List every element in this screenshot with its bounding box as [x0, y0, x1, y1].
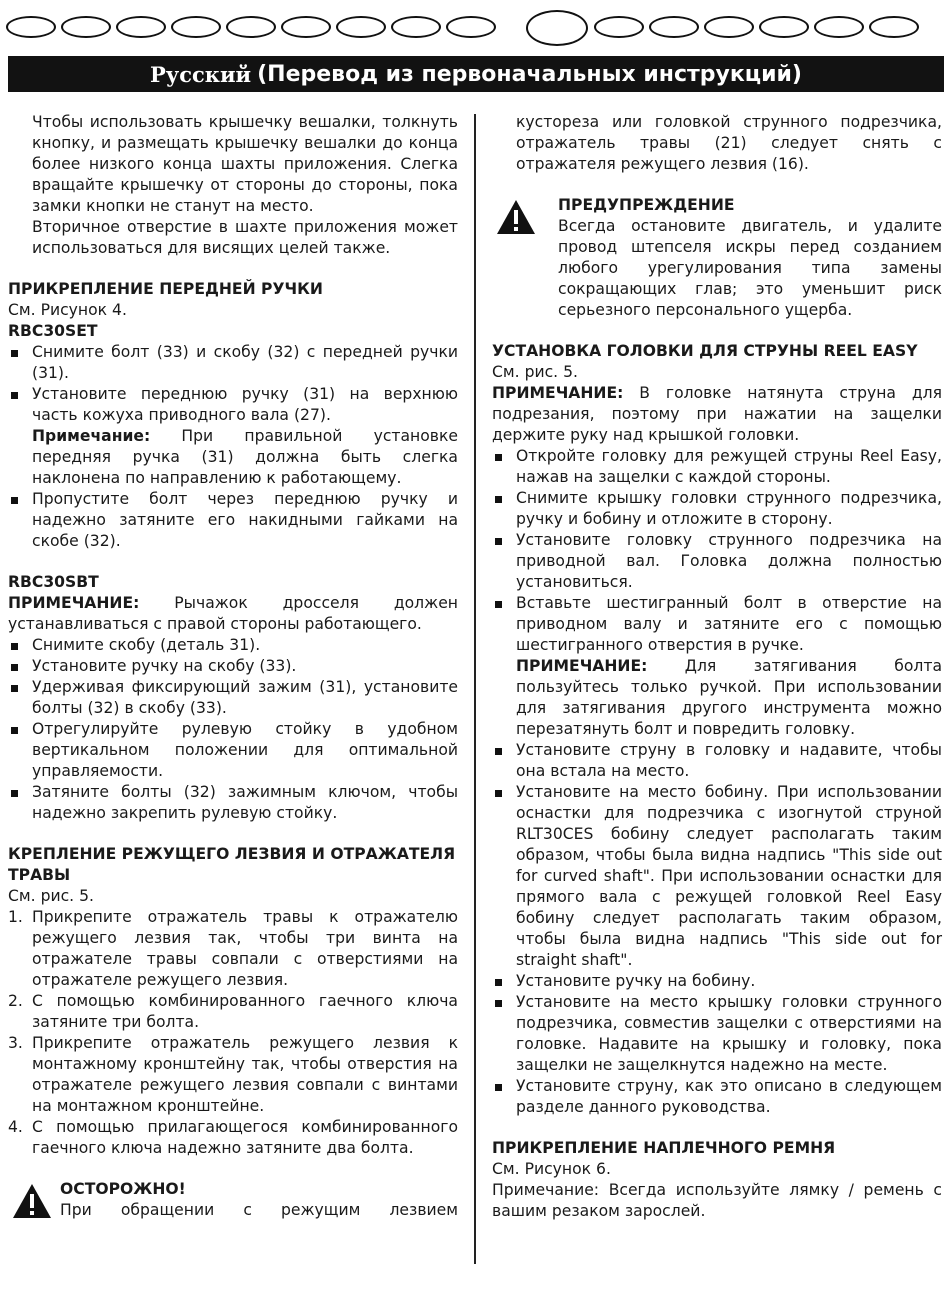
- figure-reference: См. рис. 5.: [8, 887, 94, 905]
- bullet-icon: [495, 979, 502, 986]
- page-oval: [704, 16, 754, 38]
- list-item: Установите струну в головку и надавите, чтобы она встала на место.: [492, 740, 942, 782]
- warning-text: Всегда остановите двигатель, и удалите провод штепселя искры перед созданием любого урегулирования типа замены сокращающих глав; это уменьшит риск серьезного персонального ущерба.: [558, 217, 942, 319]
- bullet-icon: [495, 748, 502, 755]
- list-item: Откройте головку для режущей струны Reel Easy, нажав на защелки с каждой стороны.: [492, 446, 942, 488]
- bullet-icon: [11, 350, 18, 357]
- bullet-icon: [11, 392, 18, 399]
- bullet-icon: [11, 685, 18, 692]
- bullet-icon: [11, 727, 18, 734]
- list-item: 2. С помощью комбинированного гаечного ключа затяните три болта.: [8, 992, 458, 1031]
- page-oval: [281, 16, 331, 38]
- page-oval: [594, 16, 644, 38]
- column-divider: [474, 114, 476, 1264]
- bullet-icon: [495, 1000, 502, 1007]
- intro-paragraph-2: Вторичное отверстие в шахте приложения может использоваться для висящих целей также.: [32, 218, 458, 257]
- page-oval: [6, 16, 56, 38]
- list-item: Установите ручку на скобу (33).: [8, 656, 458, 677]
- page-oval: [171, 16, 221, 38]
- list-item: Снимите крышку головки струнного подрезчика, ручку и бобину и отложите в сторону.: [492, 488, 942, 530]
- bullet-icon: [11, 664, 18, 671]
- banner-language: Русский: [150, 61, 252, 87]
- section-title-shoulder-strap: ПРИКРЕПЛЕНИЕ НАПЛЕЧНОГО РЕМНЯ: [492, 1139, 836, 1157]
- warning-triangle-icon: [12, 1183, 52, 1219]
- page-oval: [391, 16, 441, 38]
- page-oval: [336, 16, 386, 38]
- bullet-icon: [11, 643, 18, 650]
- left-column: [8, 112, 458, 1221]
- front-handle-steps: [8, 342, 458, 552]
- page-oval: [61, 16, 111, 38]
- list-item: Установите на место бобину. При использовании оснастки для подрезчика с изогнутой струной RLT30CES бобину следует располагать таким образом, чтобы была видна надпись "This side out for curved shaft". При использовании оснастки для прямого вала с режущей головкой Reel Easy бобину следует располагать таким образом, чтобы была видна надпись "This side out for straight shaft".: [492, 782, 942, 971]
- page-oval: [869, 16, 919, 38]
- list-item: Вставьте шестигранный болт в отверстие на приводном валу и затяните его с помощью шестигранного отверстия в ручке.: [492, 593, 942, 656]
- right-column: [492, 112, 942, 1222]
- caution-text: При обращении с режущим лезвием: [60, 1201, 458, 1219]
- bullet-icon: [495, 601, 502, 608]
- blade-steps: [8, 907, 458, 1159]
- list-item: Удерживая фиксирующий зажим (31), установите болты (32) в скобу (33).: [8, 677, 458, 719]
- list-item: 4. С помощью прилагающегося комбинированного гаечного ключа надежно затяните два болта.: [8, 1118, 458, 1157]
- figure-reference: См. Рисунок 6.: [492, 1160, 611, 1178]
- page-oval: [226, 16, 276, 38]
- list-item: Установите струну, как это описано в следующем разделе данного руководства.: [492, 1076, 942, 1118]
- list-item: 3. Прикрепите отражатель режущего лезвия к монтажному кронштейну так, чтобы отверстия на отражателе режущего лезвия совпали с винтами на монтажном кронштейне.: [8, 1034, 458, 1115]
- intro-paragraph: Чтобы использовать крышечку вешалки, толкнуть кнопку, и размещать крышечку вешалки до конца более низкого конца шахты приложения. Слегка вращайте крышечку от стороны до стороны, пока замки кнопки не станут на место.: [32, 113, 458, 215]
- bullet-icon: [495, 790, 502, 797]
- sbt-steps: [8, 635, 458, 824]
- list-item: Установите головку струнного подрезчика на приводной вал. Головка должна полностью установиться.: [492, 530, 942, 593]
- bullet-icon: [11, 790, 18, 797]
- list-item: 1. Прикрепите отражатель травы к отражателю режущего лезвия так, чтобы три винта на отражателе травы совпали с отверстиями на отражателе режущего лезвия.: [8, 908, 458, 989]
- warning-title: ПРЕДУПРЕЖДЕНИЕ: [558, 196, 735, 214]
- bullet-icon: [495, 496, 502, 503]
- model-label: RBC30SBT: [8, 573, 99, 591]
- list-item: Установите переднюю ручку (31) на верхнюю часть кожуха приводного вала (27).: [8, 384, 458, 426]
- reel-easy-steps: [492, 446, 942, 1118]
- bullet-icon: [495, 454, 502, 461]
- section-title-front-handle: ПРИКРЕПЛЕНИЕ ПЕРЕДНЕЙ РУЧКИ: [8, 280, 323, 298]
- list-item: Отрегулируйте рулевую стойку в удобном вертикальном положении для оптимальной управляемости.: [8, 719, 458, 782]
- warning-triangle-icon: [496, 199, 536, 235]
- model-label: RBC30SET: [8, 322, 98, 340]
- note: Примечание: При правильной установке передняя ручка (31) должна быть слегка наклонена по направлению к работающему.: [32, 427, 458, 487]
- bullet-icon: [11, 497, 18, 504]
- caution-title: ОСТОРОЖНО!: [60, 1180, 186, 1198]
- language-banner: [8, 56, 944, 92]
- page-oval: [759, 16, 809, 38]
- caution-box: [8, 1179, 458, 1221]
- bullet-icon: [495, 538, 502, 545]
- page-oval: [446, 16, 496, 38]
- list-item: Снимите скобу (деталь 31).: [8, 635, 458, 656]
- page-oval: [116, 16, 166, 38]
- note: ПРИМЕЧАНИЕ: Рычажок дросселя должен устанавливаться с правой стороны работающего.: [8, 594, 458, 633]
- list-item: Установите на место крышку головки струнного подрезчика, совместив защелки с отверстиями на головке. Надавите на крышку и головку, пока защелки не защелкнутся надежно на месте.: [492, 992, 942, 1076]
- list-item: Пропустите болт через переднюю ручку и надежно затяните его накидными гайками на скобе (32).: [8, 489, 458, 552]
- list-item: Установите ручку на бобину.: [492, 971, 942, 992]
- figure-reference: См. рис. 5.: [492, 363, 578, 381]
- page-oval: [649, 16, 699, 38]
- page-oval: [814, 16, 864, 38]
- page-tab-ovals: [6, 10, 946, 44]
- list-item: Затяните болты (32) зажимным ключом, чтобы надежно закрепить рулевую стойку.: [8, 782, 458, 824]
- strap-note: Примечание: Всегда используйте лямку / ремень с вашим резаком зарослей.: [492, 1181, 942, 1220]
- warning-box: [492, 195, 942, 321]
- page-oval-current: [526, 10, 588, 46]
- list-item: Снимите болт (33) и скобу (32) с передней ручки (31).: [8, 342, 458, 384]
- section-title-blade: КРЕПЛЕНИЕ РЕЖУЩЕГО ЛЕЗВИЯ И ОТРАЖАТЕЛЯ ТРАВЫ: [8, 845, 456, 884]
- banner-title: (Перевод из первоначальных инструкций): [257, 61, 802, 87]
- bullet-icon: [495, 1084, 502, 1091]
- note: ПРИМЕЧАНИЕ: Для затягивания болта пользуйтесь только ручкой. При использовании для затягивания другого инструмента можно перезатянуть болт и повредить головку.: [516, 657, 942, 738]
- continued-paragraph: кустореза или головкой струнного подрезчика, отражатель травы (21) следует снять с отражателя режущего лезвия (16).: [516, 113, 942, 173]
- figure-reference: См. Рисунок 4.: [8, 301, 127, 319]
- section-title-reel-easy: УСТАНОВКА ГОЛОВКИ ДЛЯ СТРУНЫ REEL EASY: [492, 342, 918, 360]
- note: ПРИМЕЧАНИЕ: В головке натянута струна для подрезания, поэтому при нажатии на защелки держите руку над крышкой головки.: [492, 384, 942, 444]
